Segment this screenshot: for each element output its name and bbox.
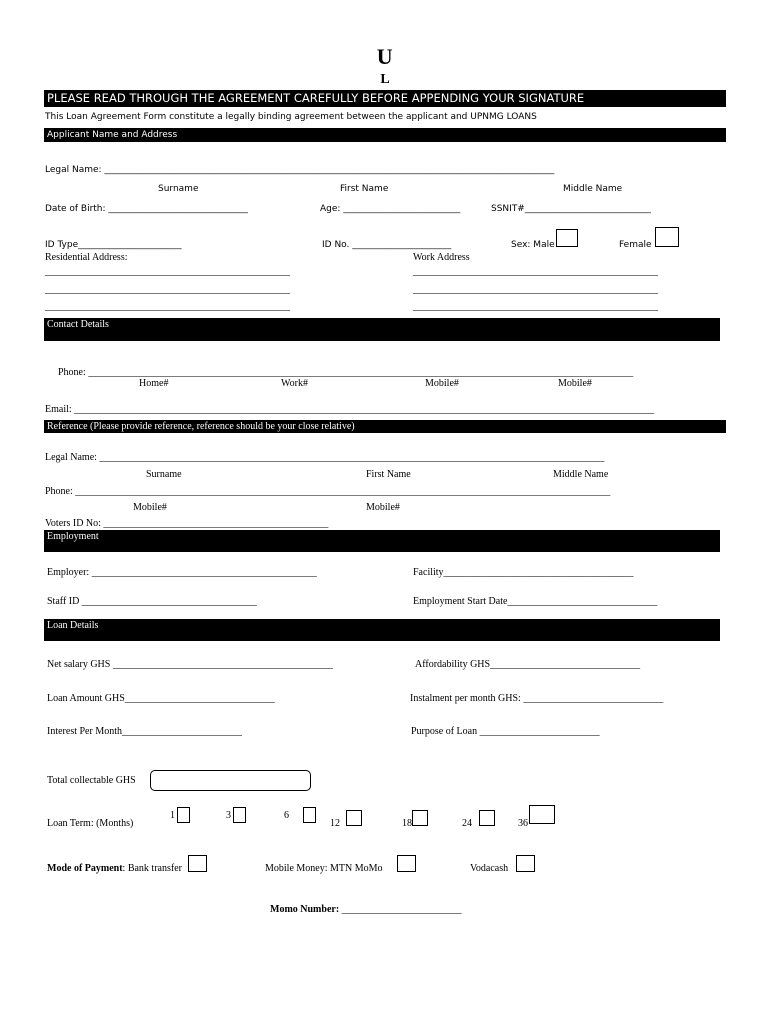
label-momo-number: Momo Number: xyxy=(270,904,340,915)
term-option-label: 1 xyxy=(170,810,175,821)
term-option-label: 18 xyxy=(402,818,412,829)
reference-phone-field[interactable]: Phone: ___________________________________________________________________________________________________________ xyxy=(45,486,611,497)
label-first-name: First Name xyxy=(340,184,389,194)
email-field[interactable]: Email: ____________________________________________________________________________________________________________________ xyxy=(45,404,655,415)
section-reference: Reference (Please provide reference, reference should be your close relative) xyxy=(44,420,726,433)
bank-transfer-checkbox[interactable] xyxy=(188,855,207,872)
reference-legal-name-field[interactable]: Legal Name: _____________________________________________________________________________________________________ xyxy=(45,452,605,463)
term-option-label: 12 xyxy=(330,818,340,829)
label-loan-term: Loan Term: (Months) xyxy=(47,818,134,829)
label-mobile: Mobile# xyxy=(366,502,400,513)
term-option-label: 36 xyxy=(518,818,528,829)
female-checkbox[interactable] xyxy=(655,227,679,247)
work-address-line[interactable]: _________________________________________________ xyxy=(413,301,658,312)
label-mode-of-payment: Mode of Payment xyxy=(47,863,123,874)
label-vodacash: Vodacash xyxy=(470,863,509,874)
residential-address-line[interactable]: _________________________________________________ xyxy=(45,284,290,295)
vodacash-checkbox[interactable] xyxy=(516,855,535,872)
mode-of-payment-row xyxy=(47,863,182,874)
form-subtitle: L xyxy=(380,72,390,87)
date-of-birth-field[interactable]: Date of Birth: _______________________________ xyxy=(45,204,248,214)
instalment-field[interactable]: Instalment per month GHS: ____________________________ xyxy=(410,693,664,704)
total-collectable-input[interactable] xyxy=(150,770,311,791)
section-applicant: Applicant Name and Address xyxy=(44,128,726,142)
label-surname: Surname xyxy=(146,469,182,480)
label-mobile: Mobile# xyxy=(133,502,167,513)
section-employment: Employment xyxy=(44,530,720,552)
work-address-line[interactable]: _________________________________________________ xyxy=(413,266,658,277)
residential-address-line[interactable]: _________________________________________________ xyxy=(45,266,290,277)
residential-address-line[interactable]: _________________________________________________ xyxy=(45,301,290,312)
voters-id-field[interactable]: Voters ID No: _____________________________________________ xyxy=(45,518,329,529)
contact-phone-field[interactable]: Phone: _____________________________________________________________________________________________________________ xyxy=(58,367,634,378)
label-middle-name: Middle Name xyxy=(553,469,609,480)
label-middle-name: Middle Name xyxy=(563,184,623,194)
id-no-field[interactable]: ID No. ______________________ xyxy=(322,240,452,250)
form-title: U xyxy=(376,44,394,69)
term-option-label: 6 xyxy=(284,810,289,821)
label-bank-transfer: : Bank transfer xyxy=(122,863,182,874)
label-mtn-momo: Mobile Money: MTN MoMo xyxy=(265,863,383,874)
section-loan-details: Loan Details xyxy=(44,619,720,641)
work-address-line[interactable]: _________________________________________________ xyxy=(413,284,658,295)
label-home: Home# xyxy=(139,378,169,389)
label-work: Work# xyxy=(281,378,308,389)
label-surname: Surname xyxy=(158,184,199,194)
section-contact: Contact Details xyxy=(44,318,720,341)
label-mobile: Mobile# xyxy=(558,378,592,389)
mtn-momo-checkbox[interactable] xyxy=(397,855,416,872)
applicant-legal-name-field[interactable]: Legal Name: ____________________________________________________________________________________________________ xyxy=(45,165,555,175)
momo-number-row xyxy=(270,904,462,915)
term-3-checkbox[interactable] xyxy=(233,807,246,823)
label-female: Female xyxy=(619,240,652,250)
term-option-label: 24 xyxy=(462,818,472,829)
label-work-address: Work Address xyxy=(413,252,470,263)
label-total-collectable: Total collectable GHS xyxy=(47,775,136,786)
label-residential-address: Residential Address: xyxy=(45,252,128,263)
loan-amount-field[interactable]: Loan Amount GHS______________________________ xyxy=(47,693,275,704)
net-salary-field[interactable]: Net salary GHS ____________________________________________ xyxy=(47,659,333,670)
term-12-checkbox[interactable] xyxy=(346,810,362,826)
employment-start-date-field[interactable]: Employment Start Date______________________________ xyxy=(413,596,658,607)
id-type-field[interactable]: ID Type_______________________ xyxy=(45,240,182,250)
term-option-label: 3 xyxy=(226,810,231,821)
ssnit-field[interactable]: SSNIT#____________________________ xyxy=(491,204,651,214)
signature-warning-banner: PLEASE READ THROUGH THE AGREEMENT CAREFULLY BEFORE APPENDING YOUR SIGNATURE xyxy=(44,90,726,107)
label-mobile: Mobile# xyxy=(425,378,459,389)
term-18-checkbox[interactable] xyxy=(412,810,428,826)
male-checkbox[interactable] xyxy=(556,229,578,247)
label-sex-male: Sex: Male xyxy=(511,240,555,250)
facility-field[interactable]: Facility______________________________________ xyxy=(413,567,634,578)
age-field[interactable]: Age: __________________________ xyxy=(320,204,461,214)
purpose-field[interactable]: Purpose of Loan ________________________ xyxy=(411,726,600,737)
label-first-name: First Name xyxy=(366,469,411,480)
interest-field[interactable]: Interest Per Month________________________ xyxy=(47,726,242,737)
term-36-checkbox[interactable] xyxy=(529,805,555,824)
affordability-field[interactable]: Affordability GHS______________________________ xyxy=(415,659,641,670)
staff-id-field[interactable]: Staff ID ___________________________________ xyxy=(47,596,257,607)
term-24-checkbox[interactable] xyxy=(479,810,495,826)
employer-field[interactable]: Employer: _____________________________________________ xyxy=(47,567,317,578)
momo-number-field[interactable]: ________________________ xyxy=(341,904,462,915)
term-1-checkbox[interactable] xyxy=(177,807,190,823)
binding-notice: This Loan Agreement Form constitute a legally binding agreement between the applicant and UPNMG LOANS xyxy=(45,112,537,122)
term-6-checkbox[interactable] xyxy=(303,807,316,823)
